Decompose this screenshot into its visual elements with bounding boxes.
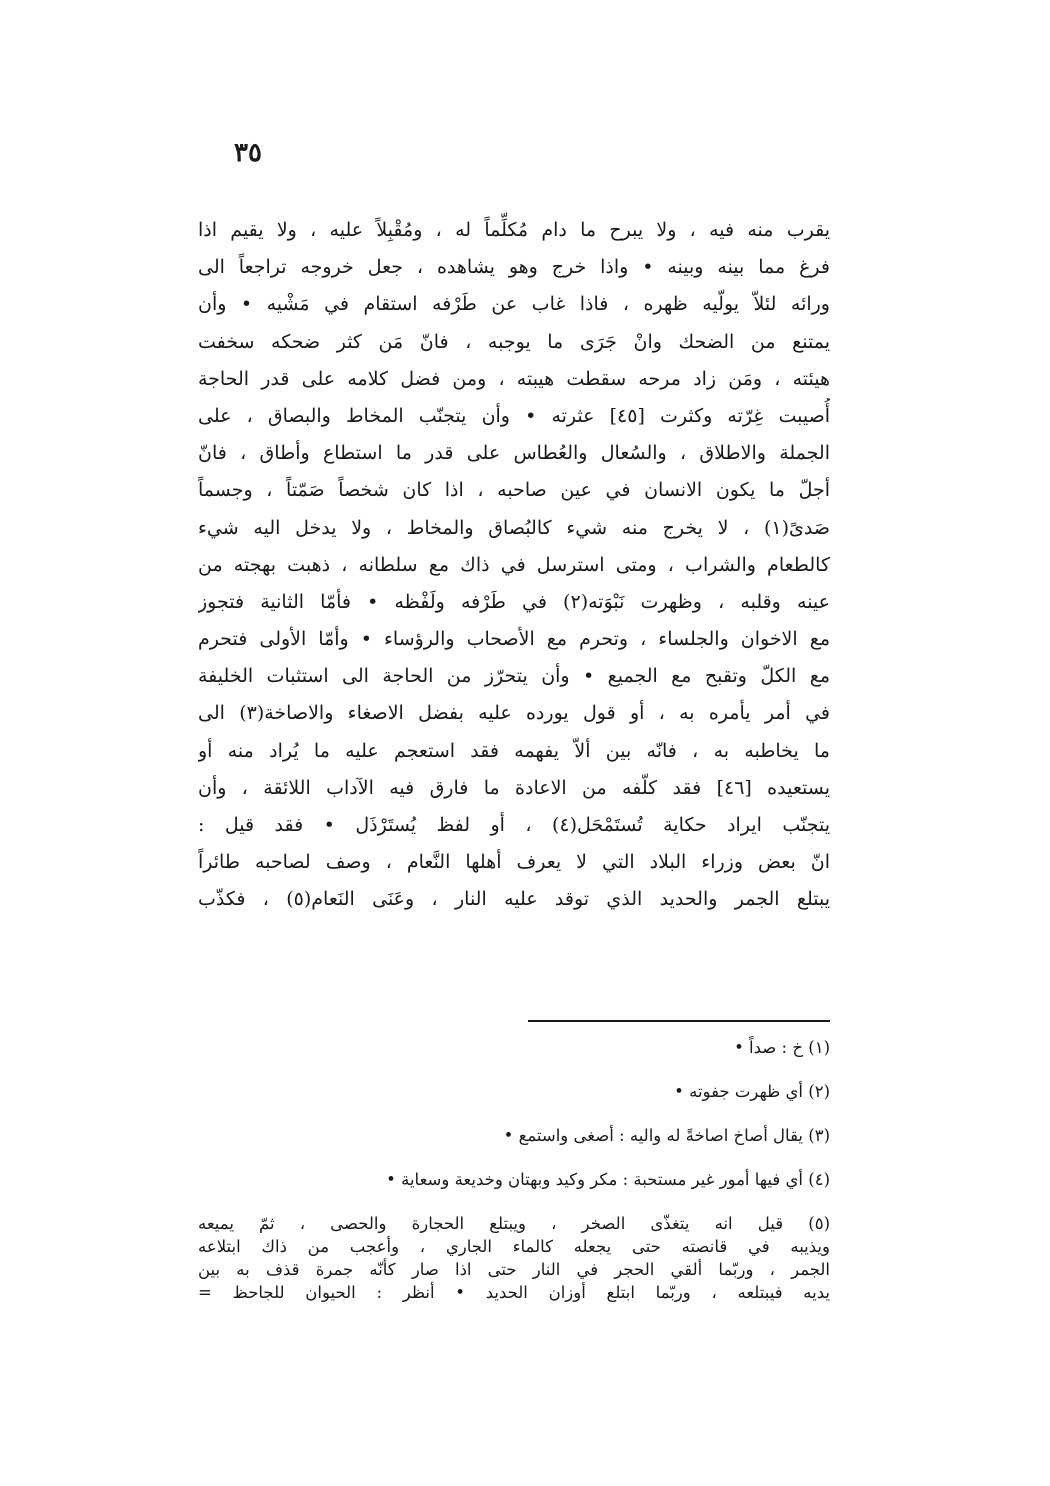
footnote-line: يديه فيبتلعه ، وربّما ابتلع أوزان الحديد • أنظر : الحيوان للجاحظ = bbox=[198, 1283, 830, 1302]
text-line: يمتنع من الضحك وانْ جَرَى ما يوجبه ، فانّ مَن كثر ضحكه سخفت bbox=[198, 330, 830, 353]
page-number: ٣٥ bbox=[234, 138, 262, 168]
footnote-line: الجمر ، وربّما ألقي الحجر في النار حتى اذا صار كأنّه جمرة قذف به بين bbox=[198, 1260, 830, 1279]
main-text bbox=[198, 212, 830, 919]
text-line: يبتلع الجمر والحديد الذي توقد عليه النار ، وعَنَى النَعام(٥) ، فكذّب bbox=[198, 888, 830, 911]
text-line: يتجنّب ايراد حكاية تُستَمْحَل(٤) ، أو لفظ يُستَرْذَل • فقد قيل : bbox=[198, 814, 830, 836]
text-line: ما يخاطبه به ، فانّه بين ألاّ يفهمه فقد استعجم عليه ما يُراد منه أو bbox=[198, 739, 830, 762]
text-line: ورائه لئلاّ يولّيه ظهره ، فاذا غاب عن طَرْفه استقام في مَشْيه • وأن bbox=[198, 293, 830, 316]
footnote-3: (٣) يقال أصاخ اصاخةً له واليه : أصغى واستمع • bbox=[503, 1126, 830, 1145]
text-line: صَدى‌ً(١) ، لا يخرج منه شيء كالبُصاق والمخاط ، ولا يدخل اليه شيء bbox=[198, 516, 830, 539]
text-line: الجملة والاطلاق ، والسُعال والعُطاس على قدر ما استطاع وأطاق ، فانّ bbox=[198, 442, 830, 465]
footnote-5 bbox=[198, 1212, 830, 1304]
footnote-1: (١) خ : صداً • bbox=[734, 1038, 830, 1057]
text-line: أجلّ ما يكون الانسان في عين صاحبه ، اذا كان شخصاً صَمّتاً ، وجسماً bbox=[198, 479, 830, 502]
text-line: يقرب منه فيه ، ولا يبرح ما دام مُكلِّماً له ، ومُقْبِلاً عليه ، ولا يقيم اذا bbox=[198, 219, 830, 241]
footnote-line: ويذيبه في قانصته حتى يجعله كالماء الجاري ، وأعجب من ذاك ابتلاعه bbox=[198, 1237, 830, 1256]
text-line: أُصيبت غِرّته وكثرت [٤٥] عثرته • وأن يتجنّب المخاط والبصاق ، على bbox=[198, 404, 830, 427]
footnote-line: (٥) قيل انه يتغذّى الصخر ، ويبتلع الحجارة والحصى ، ثمّ يميعه bbox=[198, 1214, 830, 1233]
text-line: انّ بعض وزراء البلاد التي لا يعرف أهلها النَّعام ، وصف لصاحبه طائراً bbox=[198, 851, 830, 874]
text-line: هيئته ، ومَن زاد مرحه سقطت هيبته ، ومن فضل كلامه على قدر الحاجة bbox=[198, 367, 830, 390]
text-line: كالطعام والشراب ، ومتى استرسل في ذاك مع سلطانه ، ذهبت بهجته من bbox=[198, 553, 830, 576]
text-line: مع الاخوان والجلساء ، وتحرم مع الأصحاب والرؤساء • وأمّا الأولى فتحرم bbox=[198, 628, 830, 651]
footnote-2: (٢) أي ظهرت جفوته • bbox=[674, 1082, 830, 1101]
text-line: فرغ مما بينه وبينه • واذا خرج وهو يشاهده ، جعل خروجه تراجعاً الى bbox=[198, 256, 830, 279]
footnote-divider bbox=[528, 1020, 830, 1022]
text-line: مع الكلّ وتقبح مع الجميع • وأن يتحرّز من الحاجة الى استثبات الخليفة bbox=[198, 665, 830, 688]
text-line: عينه وقلبه ، وظهرت نَبْوَته(٢) في طَرْفه ولَفْظه • فأمّا الثانية فتجوز bbox=[198, 590, 830, 613]
text-line: في أمر يأمره به ، أو قول يورده عليه بفضل الاصغاء والاصاخة(٣) الى bbox=[198, 702, 830, 725]
text-line: يستعيده [٤٦] فقد كلّفه من الاعادة ما فارق فيه الآداب اللائقة ، وأن bbox=[198, 776, 830, 799]
footnote-4: (٤) أي فيها أمور غير مستحبة : مكر وكيد وبهتان وخديعة وسعاية • bbox=[386, 1170, 830, 1189]
footnotes bbox=[198, 1036, 830, 1304]
